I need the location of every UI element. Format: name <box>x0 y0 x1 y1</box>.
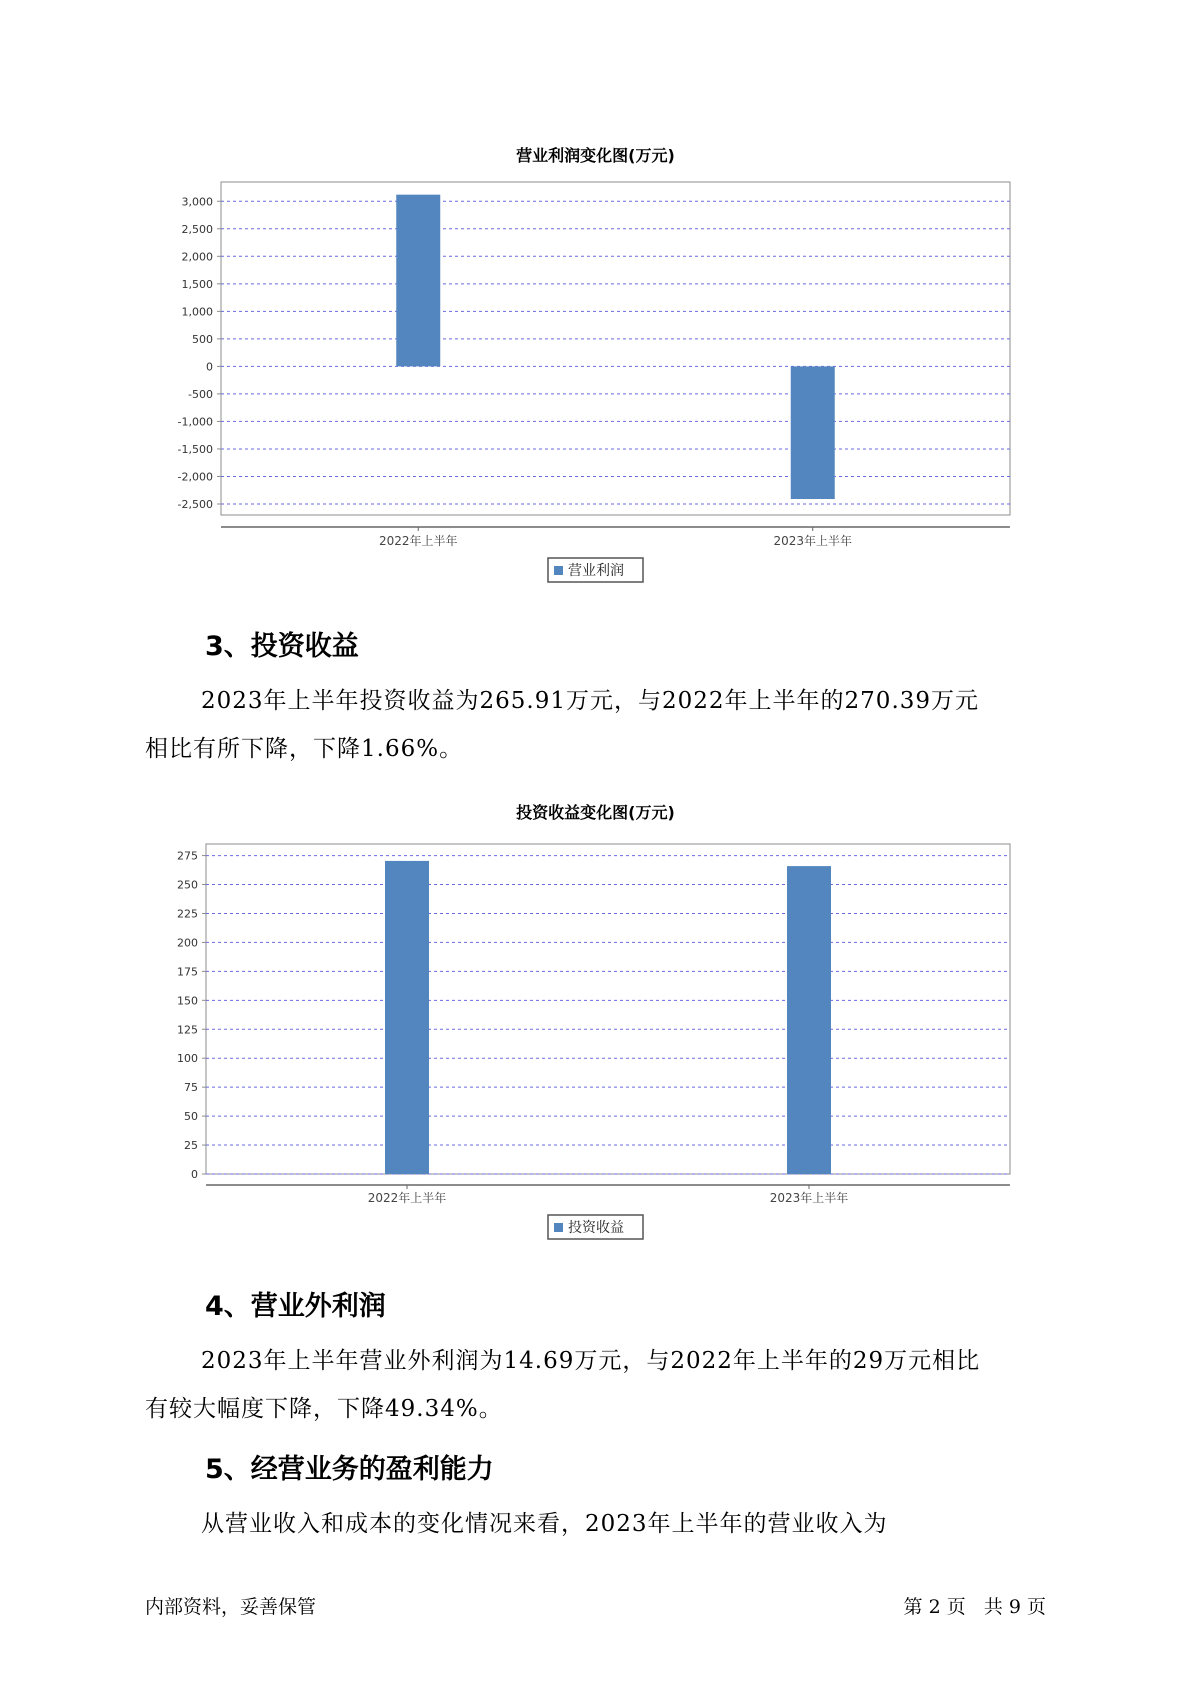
y-tick-label: 150 <box>177 994 198 1008</box>
y-tick-label: 175 <box>177 965 198 979</box>
paragraph-line: 相比有所下降，下降1.66%。 <box>145 736 464 762</box>
x-tick-label: 2023年上半年 <box>773 534 853 548</box>
legend-label: 营业利润 <box>568 563 624 579</box>
y-tick-label: 0 <box>206 360 213 374</box>
footer-confidential: 内部资料，妥善保管 <box>145 1596 317 1618</box>
investment-income-chart <box>0 827 1191 1247</box>
y-tick-label: -1,000 <box>177 415 213 429</box>
operating-profit-chart <box>0 170 1191 590</box>
bar <box>787 866 831 1174</box>
x-tick-label: 2022年上半年 <box>367 1191 447 1205</box>
y-tick-label: -2,000 <box>177 470 213 484</box>
y-tick-label: 25 <box>184 1139 198 1153</box>
heading-profitability: 5、经营业务的盈利能力 <box>205 1454 494 1485</box>
y-tick-label: 100 <box>177 1052 198 1066</box>
y-tick-label: 75 <box>184 1081 198 1095</box>
legend <box>548 1215 643 1239</box>
chart-title-investment-income: 投资收益变化图(万元) <box>516 803 675 822</box>
paragraph-profitability <box>145 1500 1065 1548</box>
paragraph-line: 有较大幅度下降，下降49.34%。 <box>145 1396 503 1422</box>
bar <box>385 861 429 1174</box>
y-tick-label: 1,000 <box>181 305 213 319</box>
paragraph-line: 2023年上半年营业外利润为14.69万元，与2022年上半年的29万元相比 <box>201 1348 981 1374</box>
y-tick-label: 275 <box>177 849 198 863</box>
paragraph-line: 从营业收入和成本的变化情况来看，2023年上半年的营业收入为 <box>201 1511 888 1537</box>
plot-area <box>221 182 1010 515</box>
legend <box>548 558 643 582</box>
y-tick-label: 125 <box>177 1023 198 1037</box>
y-tick-label: 50 <box>184 1110 198 1124</box>
y-tick-label: 2,000 <box>181 250 213 264</box>
bar <box>791 366 835 499</box>
y-tick-label: 200 <box>177 936 198 950</box>
heading-non-operating-profit: 4、营业外利润 <box>205 1291 386 1322</box>
legend-swatch <box>554 566 563 575</box>
y-tick-label: 1,500 <box>181 277 213 291</box>
x-tick-label: 2023年上半年 <box>769 1191 849 1205</box>
bar <box>396 195 440 367</box>
x-tick-label: 2022年上半年 <box>378 534 458 548</box>
y-tick-label: 500 <box>192 332 213 346</box>
legend-label: 投资收益 <box>568 1220 624 1236</box>
y-tick-label: 2,500 <box>181 222 213 236</box>
paragraph-non-operating-profit <box>145 1337 1065 1433</box>
chart-title-operating-profit: 营业利润变化图(万元) <box>516 146 675 165</box>
y-tick-label: -1,500 <box>177 442 213 456</box>
legend-swatch <box>554 1223 563 1232</box>
y-tick-label: 3,000 <box>181 195 213 209</box>
y-tick-label: -2,500 <box>177 497 213 511</box>
plot-area <box>206 844 1010 1174</box>
y-tick-label: 0 <box>191 1168 198 1181</box>
y-tick-label: -500 <box>188 387 213 401</box>
paragraph-investment-income <box>145 677 1065 773</box>
footer-page-number: 第 2 页 共 9 页 <box>903 1596 1046 1618</box>
heading-investment-income: 3、投资收益 <box>205 631 359 662</box>
paragraph-line: 2023年上半年投资收益为265.91万元，与2022年上半年的270.39万元 <box>201 688 980 714</box>
y-tick-label: 250 <box>177 878 198 892</box>
y-tick-label: 225 <box>177 907 198 921</box>
